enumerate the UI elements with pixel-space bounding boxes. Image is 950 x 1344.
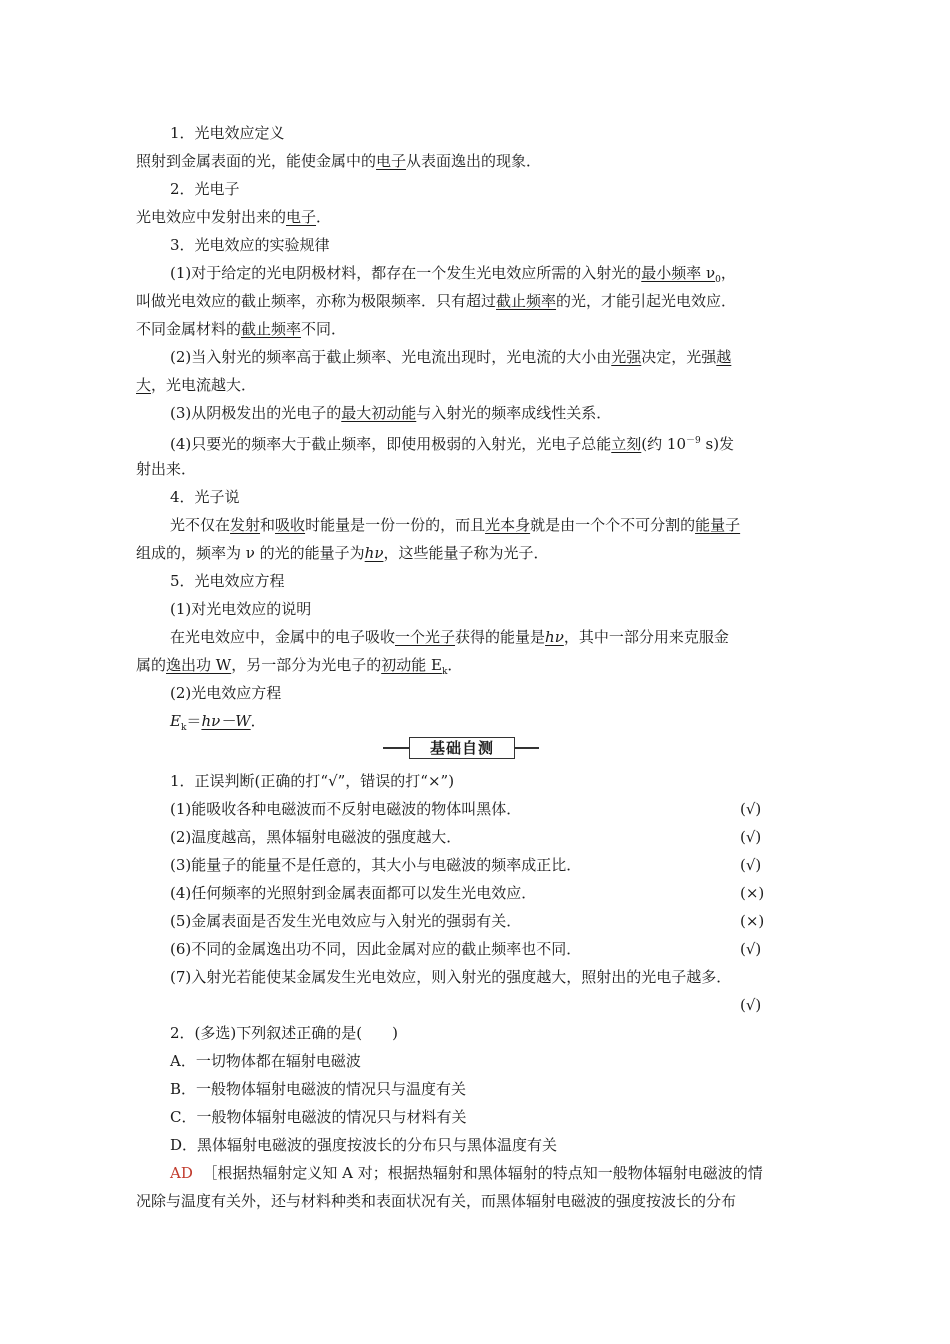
section-3-line-1: (1)对于给定的光电阴极材料，都存在一个发生光电效应所需的入射光的最小频率 $\nu_0$， [170,264,736,285]
section-5-line-1: 在光电效应中，金属中的电子吸收一个光子获得的能量是hν，其中一部分用来克服金 [170,628,729,646]
photoelectric-equation: $E_k=h\nu-W$． [170,712,266,733]
judgment-mark-3: (√) [740,856,762,874]
section-5-sub-2: (2)光电效应方程 [170,684,282,702]
section-5-title: 5．光电效应方程 [170,572,285,590]
question-1-title: 1．正误判断(正确的打“√”，错误的打“×”) [170,772,455,790]
judgment-mark-7: (√) [740,996,762,1014]
section-3-line-7: (4)只要光的频率大于截止频率，即使用极弱的入射光，光电子总能立刻(约 $10^{-9}$ s)发 [170,435,735,453]
answer-explanation-line-2: 况除与温度有关外，还与材料种类和表面状况有关，而黑体辐射电磁波的强度按波长的分布 [136,1192,737,1210]
section-3-line-2: 叫做光电效应的截止频率，亦称为极限频率．只有超过截止频率的光，才能引起光电效应． [136,292,737,310]
option-d: D．黑体辐射电磁波的强度按波长的分布只与黑体温度有关 [170,1136,558,1154]
judgment-mark-6: (√) [740,940,762,958]
section-4-line-2: 组成的，频率为 ν 的光的能量子为hν，这些能量子称为光子． [136,544,549,562]
section-3-title: 3．光电效应的实验规律 [170,236,330,254]
judgment-item-5: (5)金属表面是否发生光电效应与入射光的强弱有关． [170,912,522,930]
section-banner [383,737,539,759]
judgment-mark-2: (√) [740,828,762,846]
banner-left-rule [383,747,409,749]
judgment-item-7: (7)入射光若能使某金属发生光电效应，则入射光的强度越大，照射出的光电子越多． [170,968,732,986]
option-a: A．一切物体都在辐射电磁波 [170,1052,361,1070]
question-2-title: 2．(多选)下列叙述正确的是( ) [170,1024,398,1042]
judgment-mark-5: (×) [740,912,765,930]
section-1-text: 照射到金属表面的光，能使金属中的电子从表面逸出的现象． [136,152,542,170]
answer-explanation-line-1: AD ［根据热辐射定义知 A 对；根据热辐射和黑体辐射的特点知一般物体辐射电磁波的情 [170,1164,763,1182]
section-2-text: 光电效应中发射出来的电子． [136,208,332,226]
section-3-line-3: 不同金属材料的截止频率不同． [136,320,347,338]
judgment-mark-1: (√) [740,800,762,818]
judgment-mark-4: (×) [740,884,765,902]
section-4-title: 4．光子说 [170,488,240,506]
judgment-item-2: (2)温度越高，黑体辐射电磁波的强度越大． [170,828,462,846]
section-1-title: 1．光电效应定义 [170,124,285,142]
judgment-item-6: (6)不同的金属逸出功不同，因此金属对应的截止频率也不同． [170,940,582,958]
banner-right-rule [513,747,539,749]
judgment-item-1: (1)能吸收各种电磁波而不反射电磁波的物体叫黑体． [170,800,522,818]
option-b: B．一般物体辐射电磁波的情况只与温度有关 [170,1080,467,1098]
section-3-line-5: 大，光电流越大． [136,376,257,394]
section-5-sub-1: (1)对光电效应的说明 [170,600,312,618]
section-5-line-2: 属的逸出功 W，另一部分为光电子的初动能 $E_k$． [136,656,463,677]
section-3-line-8: 射出来． [136,460,197,478]
section-2-title: 2．光电子 [170,180,240,198]
section-3-line-6: (3)从阴极发出的光电子的最大初动能与入射光的频率成线性关系． [170,404,612,422]
judgment-item-3: (3)能量子的能量不是任意的，其大小与电磁波的频率成正比． [170,856,582,874]
section-3-line-4: (2)当入射光的频率高于截止频率、光电流出现时，光电流的大小由光强决定，光强越 [170,348,732,366]
judgment-item-4: (4)任何频率的光照射到金属表面都可以发生光电效应． [170,884,537,902]
section-4-line-1: 光不仅在发射和吸收时能量是一份一份的，而且光本身就是由一个个不可分割的能量子 [170,516,741,534]
banner-label: 基础自测 [409,737,515,759]
option-c: C．一般物体辐射电磁波的情况只与材料有关 [170,1108,467,1126]
answer-label: AD [170,1164,193,1182]
